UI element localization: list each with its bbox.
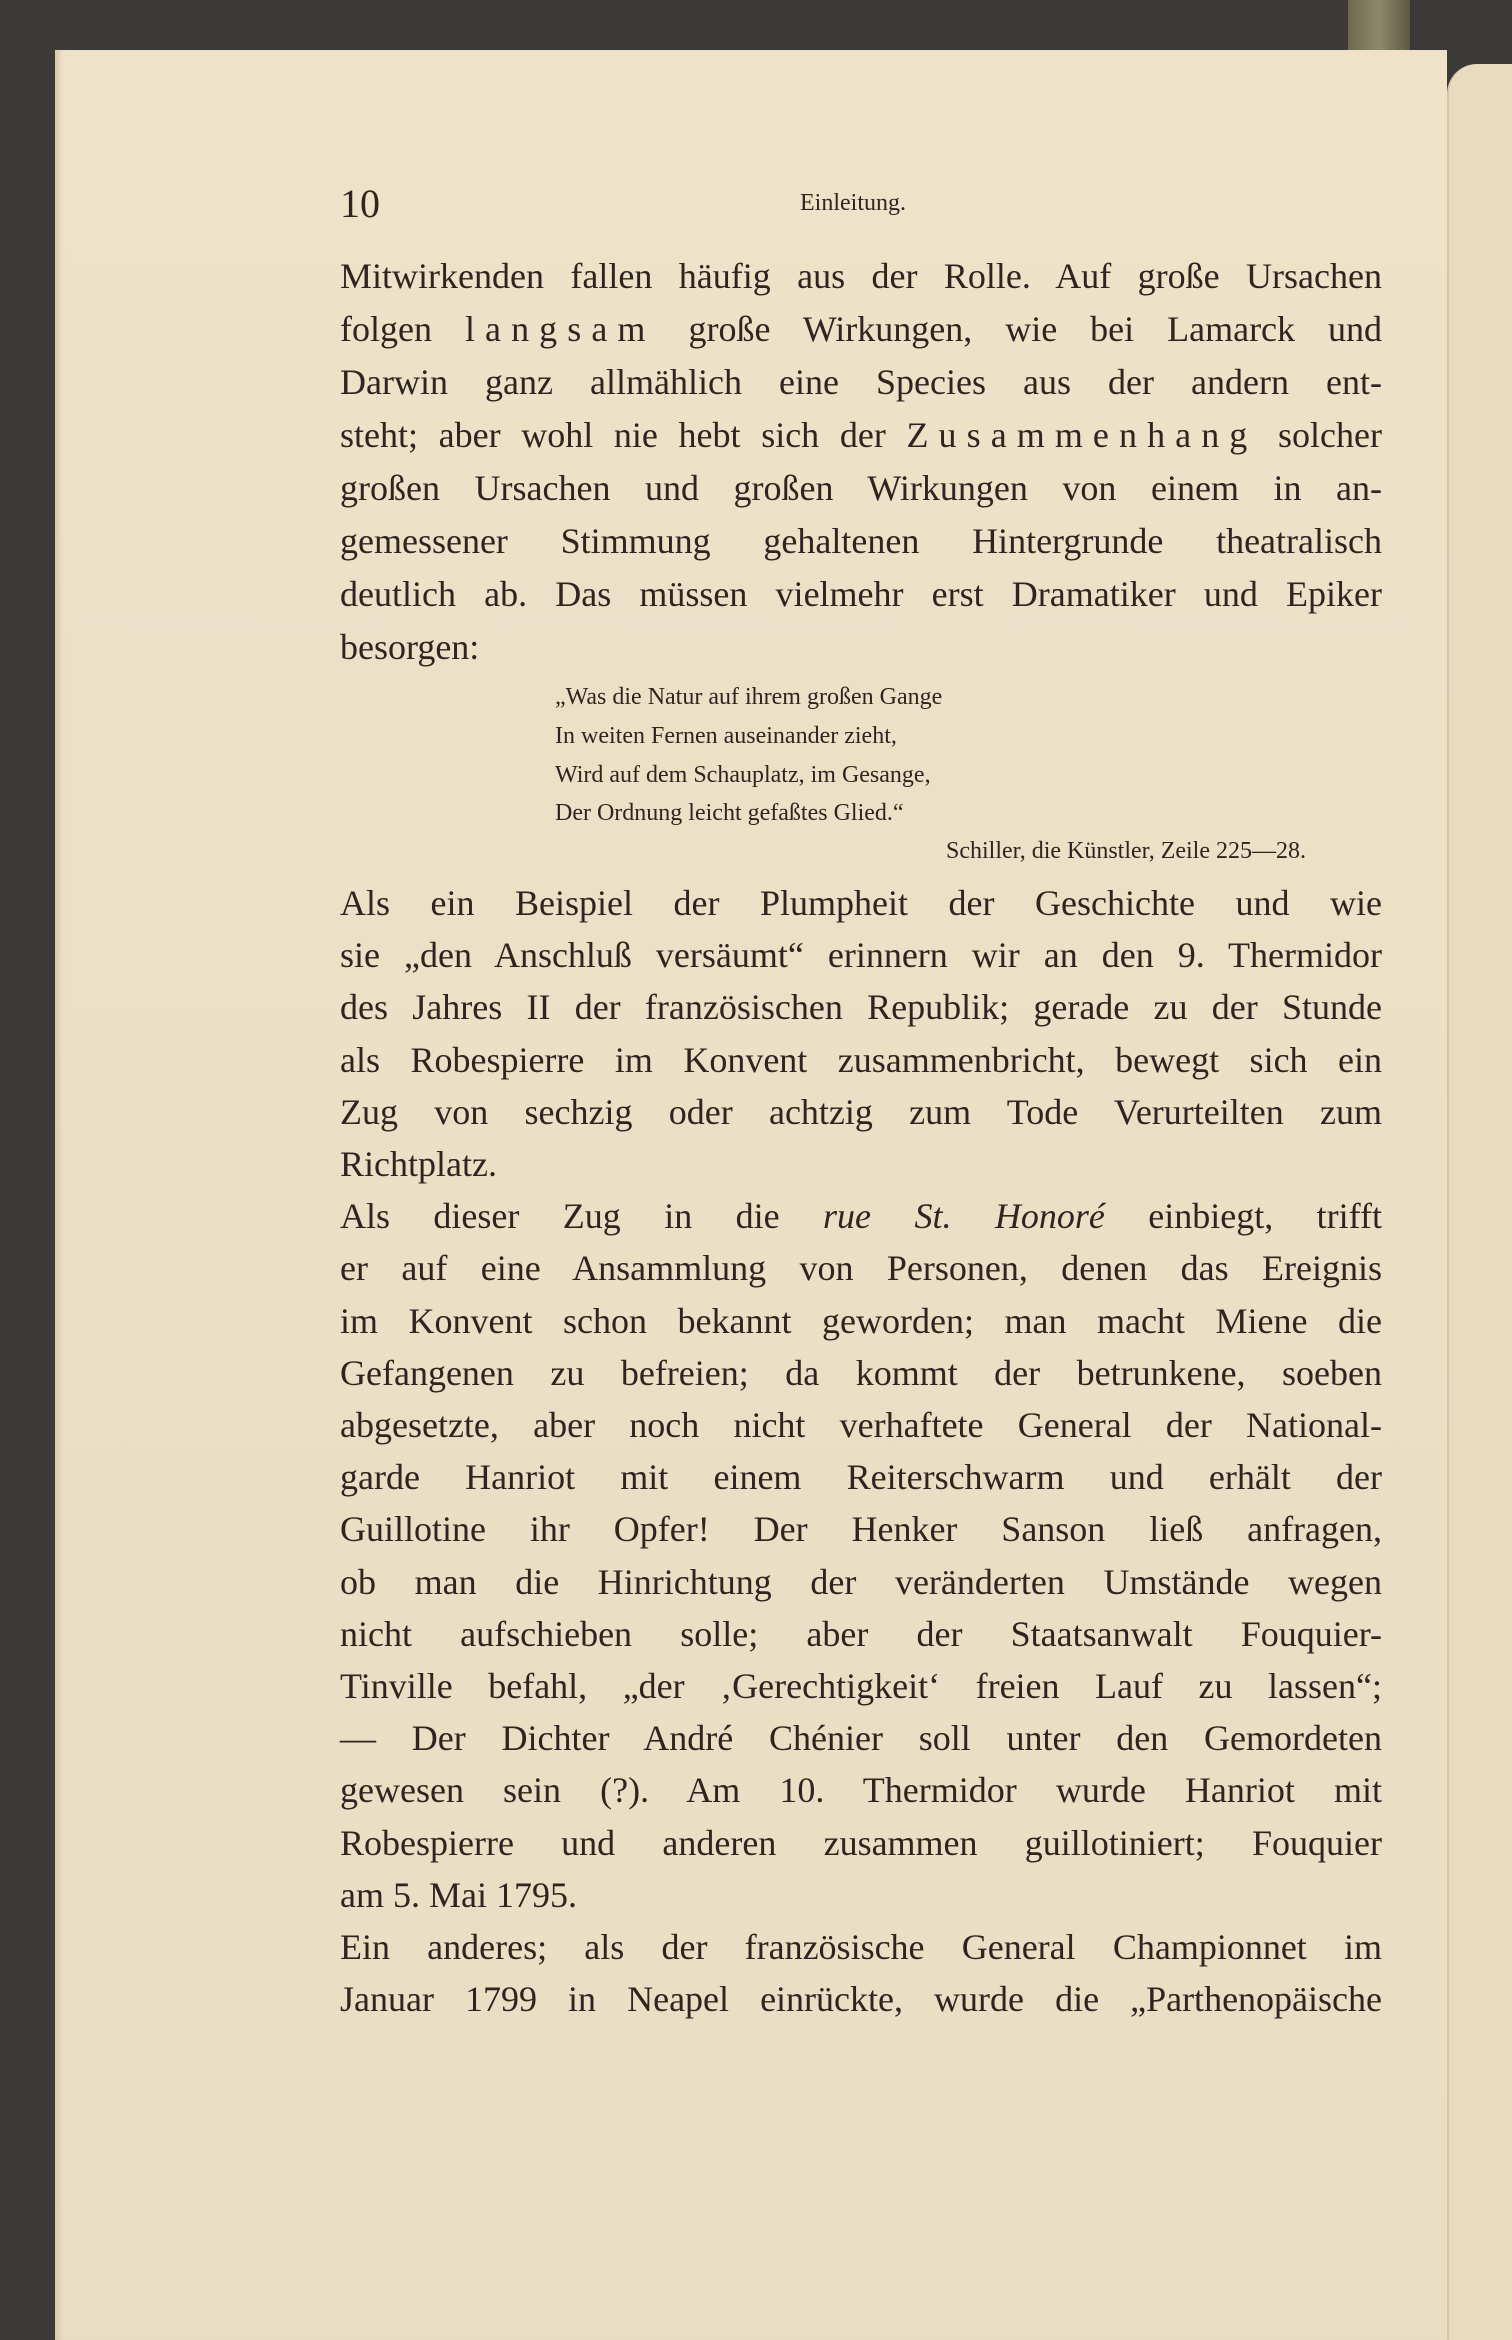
page-number: 10 <box>340 181 380 226</box>
text-segment: im Konvent schon bekannt geworden; man macht Miene die <box>340 1300 1382 1341</box>
text-line <box>340 1295 1382 1348</box>
spaced-word: Zusammenhang <box>906 415 1258 455</box>
text-segment: Richtplatz. <box>340 1144 497 1184</box>
text-segment: große Wirkungen, wie bei Lamarck und <box>655 309 1383 349</box>
text-line <box>340 1712 1382 1765</box>
text-segment: als Robespierre im Konvent zusammenbricht, bewegt sich ein <box>340 1039 1382 1080</box>
text-line <box>340 303 1382 356</box>
text-line <box>340 1086 1382 1139</box>
text-segment: Guillotine ihr Opfer! Der Henker Sanson ließ anfragen, <box>340 1509 1382 1550</box>
text-segment: solcher <box>1257 415 1382 455</box>
text-segment: gewesen sein (?). Am 10. Thermidor wurde Hanriot mit <box>340 1770 1382 1811</box>
text-line <box>340 1451 1382 1504</box>
text-line <box>340 1138 1382 1191</box>
text-line <box>340 1503 1382 1556</box>
text-segment: Robespierre und anderen zusammen guillotiniert; Fouquier <box>340 1822 1382 1863</box>
text-segment: Als dieser Zug in die <box>340 1196 824 1237</box>
text-segment: großen Ursachen und großen Wirkungen von einem in an- <box>340 468 1382 508</box>
text-line <box>340 1973 1382 2026</box>
text-segment: Zug von sechzig oder achtzig zum Tode Verurteilten zum <box>340 1091 1382 1132</box>
text-segment: — Der Dichter André Chénier soll unter den Gemordeten <box>340 1718 1382 1759</box>
text-segment: er auf eine Ansammlung von Personen, denen das Ereignis <box>340 1248 1382 1289</box>
running-head: Einleitung. <box>800 190 906 216</box>
text-segment: ob man die Hinrichtung der veränderten Umstände wegen <box>340 1561 1382 1602</box>
text-line <box>340 877 1382 930</box>
text-segment: Mitwirkenden fallen häufig aus der Rolle. Auf große Ursachen <box>340 256 1382 296</box>
text-line <box>340 1869 1382 1922</box>
text-line <box>340 1556 1382 1609</box>
text-line <box>340 250 1382 303</box>
italic-phrase: rue St. Honoré <box>823 1196 1105 1237</box>
text-segment: Januar 1799 in Neapel einrückte, wurde die „Parthenopäische <box>340 1979 1382 2020</box>
text-segment: Darwin ganz allmählich eine Species aus der andern ent- <box>340 362 1382 402</box>
quote-line: Wird auf dem Schauplatz, im Gesange, <box>555 761 931 788</box>
text-segment: garde Hanriot mit einem Reiterschwarm und erhält der <box>340 1457 1382 1498</box>
text-line <box>340 1608 1382 1661</box>
quote-line: In weiten Fernen auseinander zieht, <box>555 722 897 749</box>
text-line <box>340 1764 1382 1817</box>
text-segment: des Jahres II der französischen Republik; gerade zu der Stunde <box>340 987 1382 1028</box>
text-segment: Ein anderes; als der französische General Championnet im <box>340 1927 1382 1967</box>
text-line <box>340 1921 1382 1974</box>
spaced-word: langsam <box>464 309 656 349</box>
text-line <box>340 1660 1382 1713</box>
text-line <box>340 621 1382 674</box>
quote-line: Der Ordnung leicht gefaßtes Glied.“ <box>555 800 904 827</box>
text-segment: nicht aufschieben solle; aber der Staatsanwalt Fouquier- <box>340 1613 1382 1654</box>
next-page-edge <box>1447 64 1512 2340</box>
text-line <box>340 356 1382 409</box>
text-segment: am 5. Mai 1795. <box>340 1874 577 1915</box>
quote-citation: Schiller, die Künstler, Zeile 225—28. <box>946 838 1306 864</box>
text-segment: einbiegt, trifft <box>1104 1196 1382 1237</box>
text-line <box>340 409 1382 462</box>
text-line <box>340 1399 1382 1452</box>
text-line <box>340 1190 1382 1243</box>
text-line <box>340 462 1382 515</box>
text-segment: deutlich ab. Das müssen vielmehr erst Dramatiker und Epiker <box>340 574 1382 614</box>
quote-line: „Was die Natur auf ihrem großen Gange <box>555 684 943 710</box>
text-line <box>340 929 1382 982</box>
text-segment: Als ein Beispiel der Plumpheit der Geschichte und wie <box>340 883 1382 923</box>
text-segment: Tinville befahl, „der ‚Gerechtigkeit‘ freien Lauf zu lassen“; <box>340 1666 1382 1706</box>
text-segment: besorgen: <box>340 627 480 667</box>
text-line <box>340 515 1382 568</box>
text-line <box>340 1034 1382 1087</box>
book-spine <box>1348 0 1410 52</box>
text-segment: sie „den Anschluß versäumt“ erinnern wir an den 9. Thermidor <box>340 935 1382 976</box>
text-line <box>340 1817 1382 1870</box>
text-segment: gemessener Stimmung gehaltenen Hintergrunde theatralisch <box>340 521 1382 561</box>
text-line <box>340 568 1382 621</box>
text-segment: steht; aber wohl nie hebt sich der <box>340 415 907 455</box>
text-segment: Gefangenen zu befreien; da kommt der betrunkene, soeben <box>340 1352 1382 1393</box>
text-line <box>340 1347 1382 1400</box>
text-line <box>340 1242 1382 1295</box>
text-segment: folgen <box>340 309 465 349</box>
text-line <box>340 981 1382 1034</box>
text-segment: abgesetzte, aber noch nicht verhaftete General der National- <box>340 1405 1382 1445</box>
